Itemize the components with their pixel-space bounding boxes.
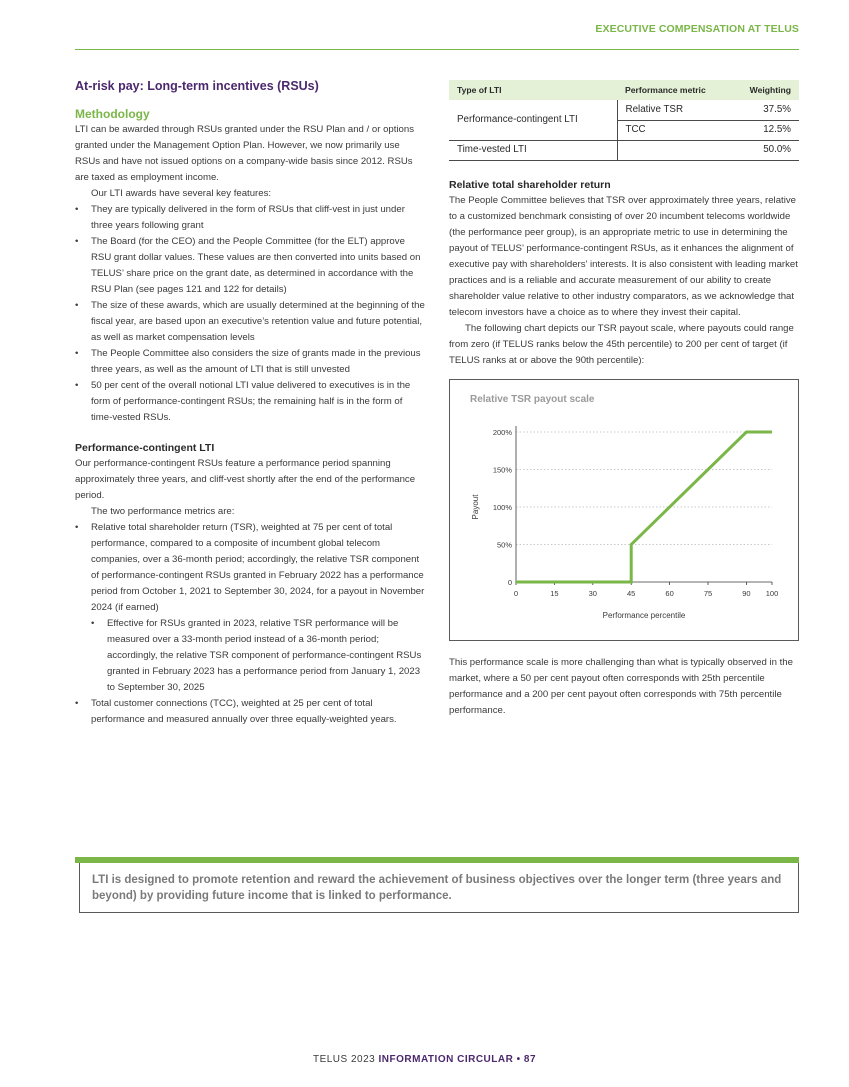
column-header: Weighting	[717, 80, 799, 100]
x-tick-label: 60	[665, 588, 674, 598]
footer-page-number: • 87	[513, 1054, 537, 1065]
x-tick-label: 15	[550, 588, 559, 598]
table-row	[449, 100, 799, 120]
column-header: Type of LTI	[449, 80, 617, 100]
column-header: Performance metric	[617, 80, 717, 100]
performance-contingent-heading: Performance-contingent LTI	[75, 442, 215, 454]
table-cell: Performance-contingent LTI	[449, 100, 617, 140]
metrics-intro: The two performance metrics are:	[91, 506, 235, 517]
metrics-list	[75, 520, 425, 728]
table-row	[449, 140, 799, 160]
sub-list	[91, 616, 425, 696]
page-footer	[0, 1054, 849, 1065]
y-axis-label: Payout	[471, 494, 480, 519]
y-tick-label: 50%	[496, 540, 512, 549]
table-cell: 50.0%	[717, 140, 799, 160]
methodology-heading: Methodology	[75, 107, 150, 121]
list-item: • The size of these awards, which are usually determined at the beginning of the fiscal year, are based upon an executive’s retention value and future potential, as well as market compensation levels	[75, 298, 425, 346]
x-tick-label: 90	[742, 588, 751, 598]
list-item: • Effective for RSUs granted in 2023, relative TSR performance will be measured over a 33-month period instead of a 36-month period; accordingly, the relative TSR component of performance-contingent RSUs granted in February 2023 has a performance period from January 1, 2023 to September 30, 2025	[91, 616, 425, 696]
header-divider	[75, 49, 799, 50]
lti-table	[449, 80, 799, 161]
metric-tsr-text: Relative total shareholder return (TSR), weighted at 75 per cent of total performance, compared to a composite of incumbent global telecom companies, over a 36-month period; accordingly, the relative TSR component of performance-contingent RSUs granted in February 2022 has a performance period from October 1, 2021 to September 30, 2024, for a payout in November 2024 (if earned)	[91, 522, 425, 613]
footer-title: INFORMATION CIRCULAR	[378, 1054, 514, 1065]
section-label: EXECUTIVE COMPENSATION AT TELUS	[595, 23, 799, 35]
list-item: • They are typically delivered in the form of RSUs that cliff-vest in just under three years following grant	[75, 202, 425, 234]
left-column	[75, 78, 425, 728]
x-tick-label: 75	[703, 588, 713, 598]
scale-comparison-paragraph: This performance scale is more challenging than what is typically observed in the market, where a 50 per cent payout often corresponds with 25th percentile performance and a 200 per cent payout often corresponds with 75th percentile performance.	[449, 656, 793, 716]
table-cell: 37.5%	[717, 100, 799, 120]
x-tick-label: 45	[627, 588, 636, 598]
list-item	[75, 520, 425, 696]
footer-prefix: TELUS 2023	[312, 1054, 379, 1065]
x-axis-label: Performance percentile	[602, 610, 686, 620]
x-tick-label: 100	[765, 588, 779, 598]
table-cell: TCC	[617, 120, 717, 140]
chart-title: Relative TSR payout scale	[470, 393, 595, 405]
payout-chart	[449, 379, 799, 641]
x-tick-label: 0	[513, 588, 519, 598]
features-list	[75, 202, 425, 426]
methodology-paragraph: LTI can be awarded through RSUs granted under the RSU Plan and / or options granted under the Management Option Plan. However, we now primarily use RSUs and have not issued options on a company-wide basis since 2012. RSUs are taxed as employment income.	[75, 124, 415, 183]
page-heading: At-risk pay: Long-term incentives (RSUs)	[75, 79, 319, 93]
table-cell: Relative TSR	[617, 100, 717, 120]
list-item: • The Board (for the CEO) and the People Committee (for the ELT) approve RSU grant dollar values. These values are then converted into units based on TELUS’ share price on the grant date, as determined in accordance with the RSU Plan (see pages 121 and 122 for details)	[75, 234, 425, 298]
chart-plot	[450, 380, 798, 640]
table-cell	[617, 140, 717, 160]
y-tick-label: 100%	[492, 502, 512, 512]
chart-intro-paragraph: The following chart depicts our TSR payout scale, where payouts could range from zero (if TELUS ranks below the 45th percentile) to 200 per cent of target (if TELUS ranks at or above the 90th percentile):	[449, 322, 794, 366]
table-cell: Time-vested LTI	[449, 140, 617, 160]
list-item: • Total customer connections (TCC), weighted at 25 per cent of total performance and measured annually over three equally-weighted years.	[75, 696, 425, 728]
list-item: • 50 per cent of the overall notional LTI value delivered to executives is in the form of performance-contingent RSUs; the remaining half is in the form of time-vested RSUs.	[75, 378, 425, 426]
performance-contingent-paragraph: Our performance-contingent RSUs feature a performance period spanning approximately three years, and cliff-vest shortly after the end of the performance period.	[75, 458, 416, 501]
table-header-row	[449, 80, 799, 100]
features-intro: Our LTI awards have several key features:	[91, 188, 272, 199]
x-tick-label: 30	[588, 588, 597, 598]
relative-tsr-heading: Relative total shareholder return	[449, 178, 611, 191]
y-tick-label: 200%	[492, 427, 512, 437]
callout-box: LTI is designed to promote retention and reward the achievement of business objectives over the longer term (three years and beyond) by providing future income that is linked to performance.	[79, 863, 799, 913]
y-tick-label: 0	[507, 577, 512, 587]
right-column	[449, 80, 799, 719]
y-tick-label: 150%	[492, 465, 512, 474]
table-cell: 12.5%	[717, 120, 799, 140]
relative-tsr-paragraph: The People Committee believes that TSR over approximately three years, relative to a customized benchmark consisting of over 20 incumbent telecoms worldwide (the performance peer group), is an appropriate metric to use in determining the payout of TELUS’ performance-contingent RSUs, as it enhances the alignment of executive pay with shareholders’ interests. It is also consistent with leading market practices and is a reliable and accurate measurement of our ability to create shareholder value relative to other industry comparators, as we acknowledge that telecom investors have a choice as to where they invest their capital.	[449, 194, 798, 318]
list-item: • The People Committee also considers the size of grants made in the previous three years, as well as the amount of LTI that is still unvested	[75, 346, 425, 378]
